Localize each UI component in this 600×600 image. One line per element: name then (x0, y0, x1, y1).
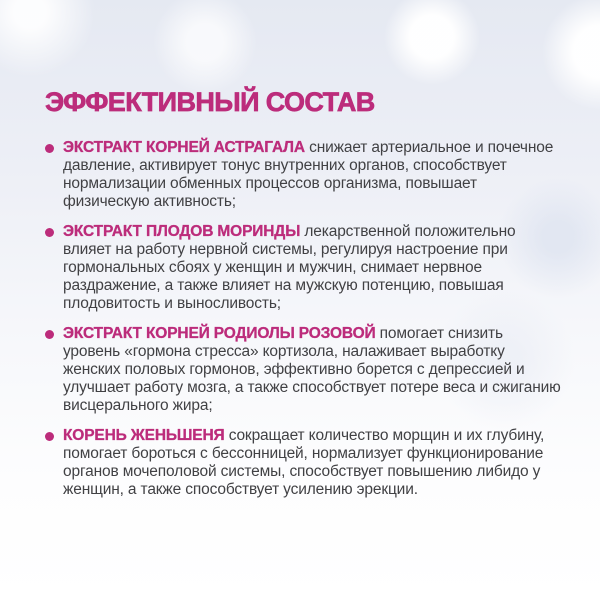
ingredient-description: снижает артериальное и почечное давление, активирует тонус внутренних органов, способствует нормализации обменных процессов организма, повышает физическую активность; (63, 139, 554, 210)
ingredient-name: ЭКСТРАКТ ПЛОДОВ МОРИНДЫ (63, 223, 301, 240)
slide-content (45, 86, 562, 511)
ingredient-name: КОРЕНЬ ЖЕНЬШЕНЯ (63, 427, 225, 444)
ingredient-paragraph (63, 223, 562, 313)
ingredient-name: ЭКСТРАКТ КОРНЕЙ РОДИОЛЫ РОЗОВОЙ (63, 325, 376, 342)
ingredient-description: помогает снизить уровень «гормона стресса» кортизола, налаживает выработку женских половых гормонов, эффективно борется с депрессией и улучшает работу мозга, а также способствует потере веса и сжиганию висцерального жира; (63, 325, 561, 414)
bullet-dot-icon (45, 228, 54, 237)
ingredient-list (45, 139, 562, 499)
ingredient-description: лекарственной положительно влияет на работу нервной системы, регулируя настроение при гормональных сбоях у женщин и мужчин, снимает нервное раздражение, а также влияет на мужскую потенцию, повышая плодовитость и выносливость; (63, 223, 516, 312)
list-item (45, 427, 562, 499)
ingredient-paragraph (63, 427, 562, 499)
ingredient-paragraph (63, 325, 562, 415)
bullet-dot-icon (45, 432, 54, 441)
ingredient-paragraph (63, 139, 562, 211)
list-item (45, 139, 562, 211)
list-item (45, 325, 562, 415)
bullet-dot-icon (45, 144, 54, 153)
page-title: ЭФФЕКТИВНЫЙ СОСТАВ (45, 87, 375, 117)
ingredient-name: ЭКСТРАКТ КОРНЕЙ АСТРАГАЛА (63, 139, 305, 156)
list-item (45, 223, 562, 313)
bullet-dot-icon (45, 330, 54, 339)
ingredient-description: сокращает количество морщин и их глубину, помогает бороться с бессонницей, нормализует функционирование органов мочеполовой системы, способствует повышению либидо у женщин, а также способствует усилению эрекции. (63, 427, 545, 498)
